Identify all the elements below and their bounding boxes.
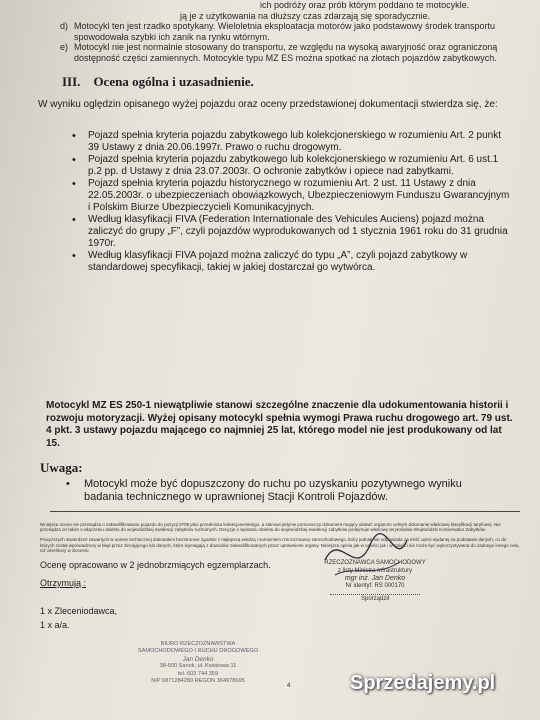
section-heading xyxy=(62,74,540,90)
point-d xyxy=(60,21,530,42)
recipients-list xyxy=(40,604,540,632)
conclusion-paragraph: Motocykl MZ ES 250-1 niewątpliwie stanowi szczególne znaczenie dla udokumentowania historii i rozwoju motoryzacji. Wyżej opisany motocykl spełnia wymogi Prawa ruchu drogowego art. 79 ust. 4 pkt. 3 ustawy pojazdu mającego co najmniej 25 lat, którego model nie jest produkowany od lat 15. xyxy=(46,400,513,449)
list-item: 1 x a/a. xyxy=(40,620,70,630)
recipients-heading: Otrzymują : xyxy=(40,578,87,588)
divider xyxy=(50,511,520,512)
signature-line xyxy=(330,594,420,595)
stamp-line: z listy Ministra Infrastruktury xyxy=(337,567,413,574)
list-item xyxy=(72,154,512,178)
footnote-1: Niniejsza ocena nie przesądza o zakwalifikowaniu pojazdu do pozycji 9705 jako przedmiotu kolekcjonerskiego, a stanowi jedynie pomocniczy dokument mający ułatwić organom celnym dokonanie właściwej klasyfikacji taryfowej. Nie przesądza on także o włączeniu obiektu do wojewódzkiej ewidencji zabytków ruchomych. Decyzje o wpisaniu obiektu do wojewódzkiej ewidencji zabytków podejmuje właściwy terytorialnie Wojewódzki Konserwator Zabytków. xyxy=(40,522,501,533)
list-item xyxy=(72,214,512,250)
stamp-line: Nr identyf. RS 000170 xyxy=(345,582,405,589)
note-heading: Uwaga: xyxy=(40,460,83,475)
bullet-icon: • xyxy=(72,178,76,190)
bullet-icon: • xyxy=(72,250,76,262)
list-item: 1 x Zleceniodawca, xyxy=(40,606,118,616)
list-item xyxy=(72,250,512,274)
point-e xyxy=(60,42,530,63)
bullet-icon: • xyxy=(72,154,76,166)
footnotes xyxy=(40,522,520,558)
footnote-2: Powyższych stwierdzeń zawartych w ocenie technicznej dokonałem bezstronnie zgodnie z najlepszą wiedzą i sumieniem rzeczoznawcy samochodowego, który jednak nie odpowiada za treść opinii wydanej na podstawie danych, co do których został wprowadzony w błąd przez zlecającego lub danych, które wymagają z dowodów zakwalifikowanych przez uprawnione organy. Niniejsza opinia jak w całości jak i w całości nie może być wykorzystywana do żadnego innego celu, niż określony w zleceniu. xyxy=(40,537,520,553)
stamp-line: mgr inż. Jan Denko xyxy=(344,575,406,582)
stamp-line: SAMOCHODOWEGO I RUCHU DROGOWEGO xyxy=(137,648,259,655)
bullet-icon: • xyxy=(66,478,70,490)
stamp-line: NIP 6871284280 REGON 364978695 xyxy=(151,678,245,685)
watermark-logo xyxy=(350,672,495,695)
page-number: 4 xyxy=(287,683,291,689)
list-item xyxy=(72,130,512,154)
list-item-text: Według klasyfikacji FIVA pojazd można zaliczyć do typu „A”, czyli pojazd zabytkowy w standardowej specyfikacji, takiej w jakiej dostarczał go wytwórca. xyxy=(88,250,468,273)
stamp-line: RZECZOZNAWCA SAMOCHODOWY xyxy=(324,560,426,566)
line-0: ich podróży oraz prób którym poddano te motocykle. xyxy=(260,0,470,10)
copies-note: Ocenę opracowano w 2 jednobrzmiących egzemplarzach. xyxy=(40,560,271,570)
stamp-line: BIURO RZECZOZNAWSTWA xyxy=(160,641,236,647)
section-number: III. xyxy=(62,74,81,89)
list-item-text: Pojazd spełnia kryteria pojazdu zabytkowego lub kolekcjonerskiego w rozumieniu Art. 6 ust.1 p.2 pp. d Ustawy z dnia 23.07.2003r. O ochronie zabytków i opiece nad zabytkami. xyxy=(88,154,499,177)
office-stamp xyxy=(128,641,268,685)
note-text: Motocykl może być dopuszczony do ruchu po uzyskaniu pozytywnego wyniku badania technicznego w uprawnionej Stacji Kontroli Pojazdów. xyxy=(84,478,462,503)
bullet-icon: • xyxy=(72,130,76,142)
stamp-line: Jan Denko xyxy=(182,655,214,663)
previous-points xyxy=(60,0,530,63)
list-item-text: Według klasyfikacji FIVA (Federation Internationale des Vehicules Auciens) pojazd można zaliczyć do grupy „F”, czyli pojazdów wyprodukowanych od 1 stycznia 1961 roku do 31 grudnia 1970r. xyxy=(88,214,508,249)
point-d-label: d) xyxy=(60,21,69,31)
watermark-text: Sprzedajemy.pl xyxy=(350,672,496,694)
signature-caption: Sporządził xyxy=(360,596,389,602)
line-1: ją je z użytkowania na dłuższy czas zdarzają się sporadycznie. xyxy=(180,10,431,21)
note-item xyxy=(66,478,496,504)
list-item-text: Pojazd spełnia kryteria pojazdu historycznego w rozumieniu Art. 2 ust. 11 Ustawy z dnia 22.05.2003r. o ubezpieczeniach obowiązkowych, Ubezpieczeniowym Funduszu Gwarancyjnym i Polskim Biurze Ubezpieczycieli Komunikacyjnych. xyxy=(88,178,510,213)
list-item xyxy=(72,178,512,214)
stamp-line: tel. 603 744 359 xyxy=(177,670,219,677)
expert-stamp xyxy=(300,560,450,604)
intro-paragraph: W wyniku oględzin opisanego wyżej pojazdu oraz oceny przedstawionej dokumentacji stwierdza się, że: xyxy=(38,99,498,110)
point-e-label: e) xyxy=(60,42,69,52)
findings-list xyxy=(72,130,512,274)
list-item-text: Pojazd spełnia kryteria pojazdu zabytkowego lub kolekcjonerskiego w rozumieniu Art. 2 punkt 39 Ustawy z dnia 20.06.1997r. Prawo o ruchu drogowym. xyxy=(88,130,502,153)
stamp-line: 38-500 Sanok, ul. Kwiatowa 11 xyxy=(159,663,237,670)
bullet-icon: • xyxy=(72,214,76,226)
point-d-text: Motocykl ten jest rzadko spotykany. Wieloletnia eksploatacja motorów jako podstawowy środek transportu spowodowała szybki ich zanik na rynku wtórnym. xyxy=(74,21,496,42)
section-title: Ocena ogólna i uzasadnienie. xyxy=(93,74,254,89)
point-e-text: Motocykl nie jest normalnie stosowany do transportu, ze względu na wysoką awaryjność oraz ograniczoną dostępność części zamiennych. Motocykle typu MZ ES można spotkać na złotach pojazdów zabytkowych. xyxy=(74,42,498,63)
